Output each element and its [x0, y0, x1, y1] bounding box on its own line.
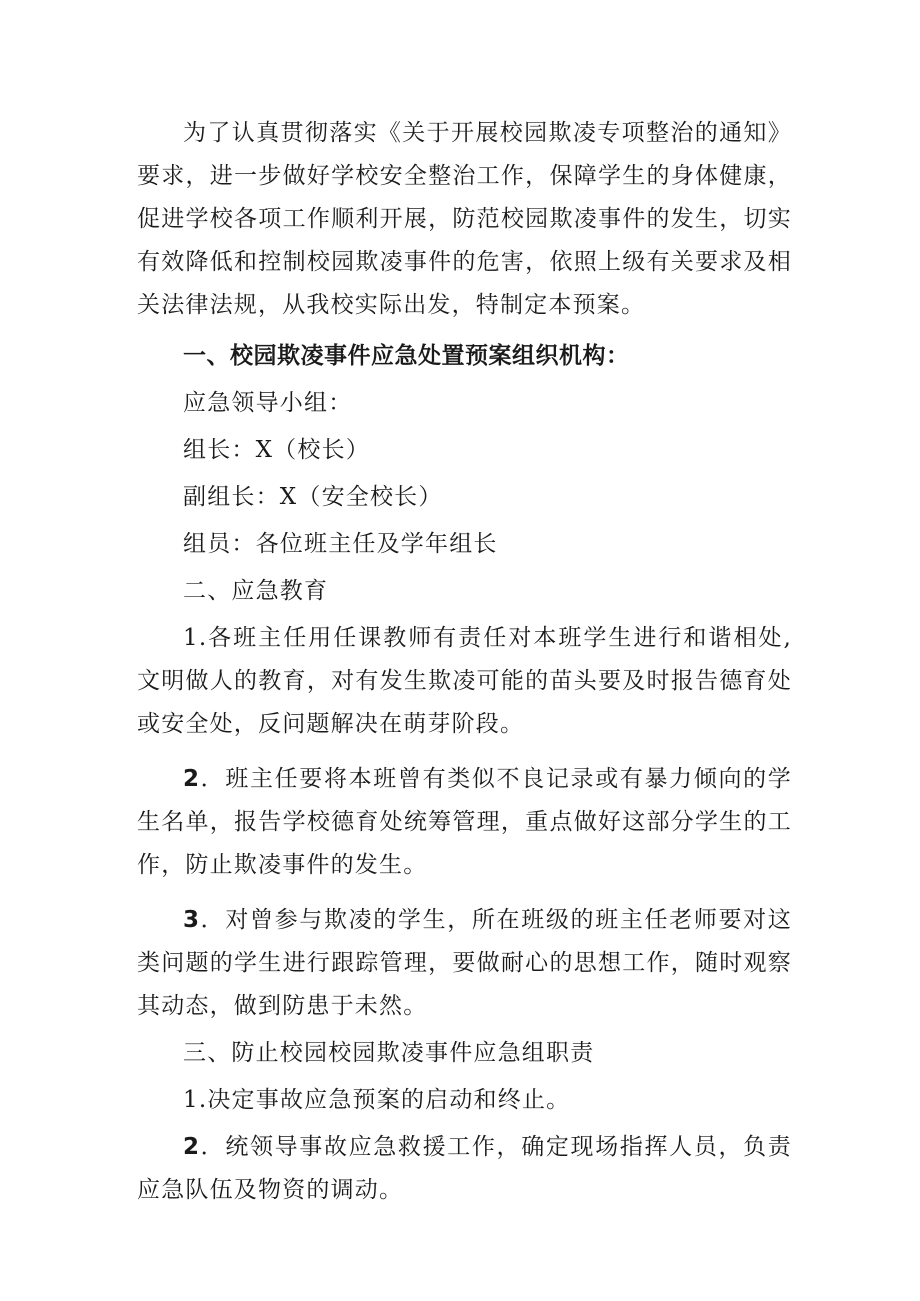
section-3-item-2	[137, 1126, 792, 1212]
intro-paragraph: 为了认真贯彻落实《关于开展校园欺凌专项整治的通知》要求，进一步做好学校安全整治工作，保障学生的身体健康，促进学校各项工作顺利开展，防范校园欺凌事件的发生，切实有效降低和控制校园欺凌事件的危害，依照上级有关要求及相关法律法规，从我校实际出发，特制定本预案。	[137, 120, 792, 318]
item-number: 3	[183, 907, 201, 933]
deputy-leader-line: 副组长：X（安全校长）	[183, 484, 443, 510]
group-members-line: 组员：各位班主任及学年组长	[183, 531, 498, 557]
item-text: ．统领导事故应急救援工作，确定现场指挥人员，负责应急队伍及物资的调动。	[137, 1134, 792, 1203]
section-2-heading: 二、应急教育	[183, 578, 329, 604]
section-2-item-2	[137, 758, 792, 887]
item-text: ．班主任要将本班曾有类似不良记录或有暴力倾向的学生名单，报告学校德育处统筹管理，重点做好这部分学生的工作，防止欺凌事件的发生。	[137, 766, 792, 878]
section-3-heading: 三、防止校园校园欺凌事件应急组职责	[183, 1040, 595, 1066]
section-2-item-1: 1.各班主任用任课教师有责任对本班学生进行和谐相处,文明做人的教育，对有发生欺凌可能的苗头要及时报告德育处或安全处，反问题解决在萌芽阶段。	[137, 625, 792, 737]
emergency-group-label: 应急领导小组：	[183, 390, 353, 416]
item-number: 2	[183, 766, 201, 792]
item-text: ．对曾参与欺凌的学生，所在班级的班主任老师要对这类问题的学生进行跟踪管理，要做耐心的思想工作，随时观察其动态，做到防患于未然。	[137, 907, 792, 1019]
group-leader-line: 组长：X（校长）	[183, 437, 370, 463]
item-number: 2	[183, 1134, 201, 1160]
section-1-heading: 一、校园欺凌事件应急处置预案组织机构：	[183, 343, 630, 369]
section-2-item-3	[137, 899, 792, 1028]
document-body	[137, 112, 792, 1212]
section-3-item-1: 1.决定事故应急预案的启动和终止。	[183, 1087, 571, 1113]
